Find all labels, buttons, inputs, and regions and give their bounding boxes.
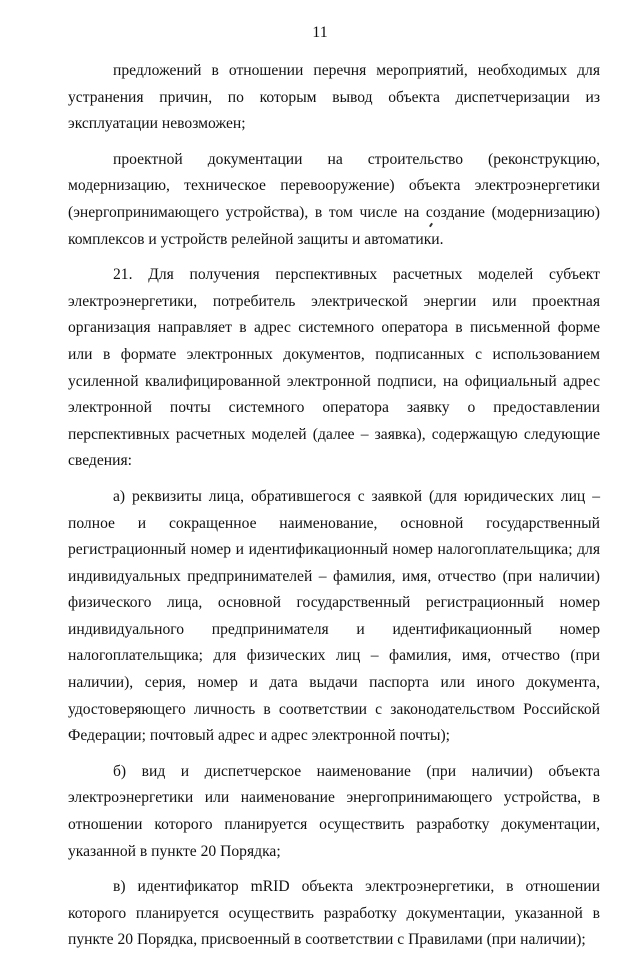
page-number: 11: [312, 24, 328, 41]
paragraph-proposals-continuation: предложений в отношении перечня мероприятий, необходимых для устранения причин, по которым вывод объекта диспетчеризации из эксплуатации невозможен;: [68, 62, 600, 133]
document-body: [68, 58, 600, 954]
paragraph-item-v: в) идентификатор mRID объекта электроэнергетики, в отношении которого планируется осуществить разработку документации, указанной в пункте 20 Порядка, присвоенный в соответствии с Правилами (при наличии);: [68, 878, 600, 949]
paragraph-project-documentation: проектной документации на строительство (реконструкцию, модернизацию, техническое перевооружение) объекта электроэнергетики (энергопринимающего устройства), в том числе на создание (модернизацию) комплексов и устройств релейной защиты и автоматики.: [68, 150, 600, 248]
paragraph-item-a: а) реквизиты лица, обратившегося с заявкой (для юридических лиц – полное и сокращенное наименование, основной государственный регистрационный номер и идентификационный номер налогоплательщика; для индивидуальных предпринимателей – фамилия, имя, отчество (при наличии) физического лица, основной государственный регистрационный номер индивидуального предпринимателя и идентификационный номер налогоплательщика; для физических лиц – фамилия, имя, отчество (при наличии), серия, номер и дата выдачи паспорта или иного документа, удостоверяющего личность в соответствии с законодательством Российской Федерации; почтовый адрес и адрес электронной почты);: [68, 487, 600, 745]
paragraph-clause-21: 21. Для получения перспективных расчетных моделей субъект электроэнергетики, потребитель электрической энергии или проектная организация направляет в адрес системного оператора в письменной форме или в формате электронных документов, подписанных с использованием усиленной квалифицированной электронной подписи, на официальный адрес электронной почты системного оператора заявку о предоставлении перспективных расчетных моделей (далее – заявка), содержащую следующие сведения:: [68, 266, 600, 470]
paragraph-item-b: б) вид и диспетчерское наименование (при наличии) объекта электроэнергетики или наименование энергопринимающего устройства, в отношении которого планируется осуществить разработку документации, указанной в пункте 20 Порядка;: [68, 762, 600, 860]
